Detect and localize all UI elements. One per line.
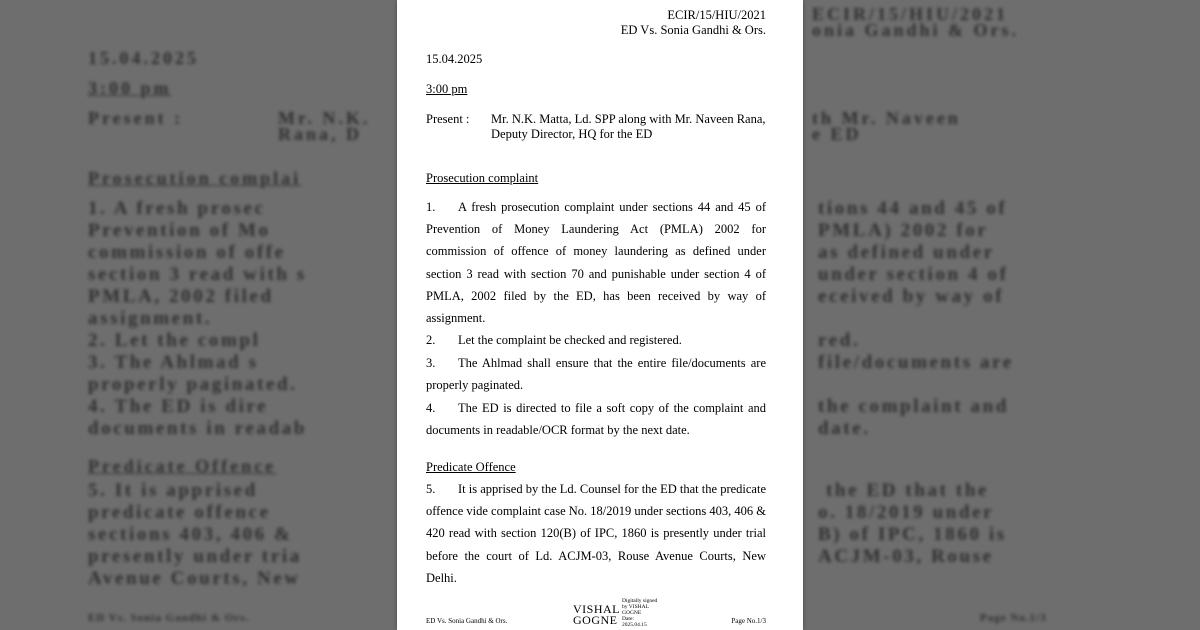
bg-left-line: 3. The Ahlmad s bbox=[88, 352, 259, 373]
bg-heading: Prosecution complai bbox=[88, 168, 302, 188]
digital-signature bbox=[573, 604, 620, 626]
bg-left-line-2: sections 403, 406 & bbox=[88, 524, 293, 545]
bg-right-line: eceived by way of bbox=[818, 286, 1005, 307]
predicate-heading: Predicate Offence bbox=[426, 460, 516, 474]
bg-right-line: tions 44 and 45 of bbox=[818, 198, 1008, 219]
prosecution-heading: Prosecution complaint bbox=[426, 171, 539, 185]
bg-right-line: red. bbox=[818, 330, 861, 351]
bg-left-line: properly paginated. bbox=[88, 374, 298, 395]
paragraph-number: 1. bbox=[426, 200, 436, 214]
case-number: ECIR/15/HIU/2021 bbox=[667, 8, 766, 22]
bg-right-line-2: the ED that the bbox=[826, 480, 990, 501]
paragraph bbox=[426, 397, 766, 441]
signature-metadata bbox=[622, 598, 682, 628]
paragraph bbox=[426, 329, 766, 351]
signature-name-line: VISHAL bbox=[573, 602, 620, 616]
bg-left-line: PMLA, 2002 filed bbox=[88, 286, 274, 307]
paragraph-number: 5. bbox=[426, 482, 436, 496]
paragraph-text: It is apprised by the Ld. Counsel for the ED that the predicate offence vide complaint case No. 18/2019 under sections 403, 406 & 420 read with section 120(B) of IPC, 1860 is presently under trial before the court of Ld. ACJM-03, Rouse Avenue Courts, New Delhi. bbox=[426, 482, 766, 585]
bg-case-no: ECIR/15/HIU/2021 bbox=[812, 4, 1009, 24]
bg-left-line: Prevention of Mo bbox=[88, 220, 271, 241]
bg-left-line-2: predicate offence bbox=[88, 502, 271, 523]
bg-left-line-2: 5. It is apprised bbox=[88, 480, 258, 501]
bg-right-line: date. bbox=[818, 418, 871, 439]
paragraph bbox=[426, 478, 766, 589]
bg-left-line: 1. A fresh prosec bbox=[88, 198, 266, 219]
paragraph-text: The ED is directed to file a soft copy of the complaint and documents in readable/OCR format by the next date. bbox=[426, 401, 766, 438]
bg-present-label: Present : bbox=[88, 108, 184, 128]
bg-left-line: 2. Let the compl bbox=[88, 330, 261, 351]
bg-right-line: file/documents are bbox=[818, 352, 1014, 373]
bg-left-line-2: presently under tria bbox=[88, 546, 302, 567]
order-time: 3:00 pm bbox=[426, 82, 468, 96]
bg-predicate-heading: Predicate Offence bbox=[88, 456, 277, 476]
bg-date: 15.04.2025 bbox=[88, 48, 199, 68]
bg-case-title: onia Gandhi & Ors. bbox=[812, 20, 1020, 40]
bg-footer-right: Page No.1/3 bbox=[980, 612, 1047, 624]
bg-right-line-2: B) of IPC, 1860 is bbox=[818, 524, 1007, 545]
order-date: 15.04.2025 bbox=[426, 52, 483, 66]
bg-present-fragment-3: th Mr. Naveen bbox=[812, 108, 961, 128]
signature-meta-line: 2025.04.15 bbox=[622, 622, 647, 628]
signature-meta-line: GOGNE bbox=[622, 610, 642, 616]
bg-time: 3:00 pm bbox=[88, 78, 172, 98]
paragraph-number: 4. bbox=[426, 401, 436, 415]
bg-right-line: the complaint and bbox=[818, 396, 1009, 417]
paragraph bbox=[426, 196, 766, 329]
bg-left-line: section 3 read with s bbox=[88, 264, 307, 285]
bg-present-fragment-4: e ED bbox=[812, 124, 862, 144]
signature-meta-line: by VISHAL bbox=[622, 604, 649, 610]
document-page bbox=[397, 0, 803, 630]
signature-meta-line: Date: bbox=[622, 616, 634, 622]
bg-present-fragment-2: Rana, D bbox=[278, 124, 363, 144]
case-title: ED Vs. Sonia Gandhi & Ors. bbox=[620, 23, 766, 37]
bg-left-line: commission of offe bbox=[88, 242, 286, 263]
footer-case-title: ED Vs. Sonia Gandhi & Ors. bbox=[426, 617, 508, 625]
bg-right-line: under section 4 of bbox=[818, 264, 1009, 285]
page-number: Page No.1/3 bbox=[731, 617, 766, 625]
signature-meta-line: Digitally signed bbox=[622, 598, 658, 604]
bg-right-line-2: ACJM-03, Rouse bbox=[818, 546, 994, 567]
paragraph-number: 3. bbox=[426, 356, 436, 370]
bg-left-line: 4. The ED is dire bbox=[88, 396, 269, 417]
paragraph-text: Let the complaint be checked and registered. bbox=[458, 333, 682, 347]
present-text: Mr. N.K. Matta, Ld. SPP along with Mr. Naveen Rana, Deputy Director, HQ for the ED bbox=[491, 112, 766, 141]
bg-left-line: documents in readab bbox=[88, 418, 308, 439]
bg-left-line-2: Avenue Courts, New bbox=[88, 568, 301, 589]
bg-left-line: assignment. bbox=[88, 308, 213, 329]
present-label: Present : bbox=[426, 112, 470, 126]
signature-name-line: GOGNE bbox=[573, 613, 618, 627]
paragraph-text: A fresh prosecution complaint under sections 44 and 45 of Prevention of Money Laundering Act (PMLA) 2002 for commission of offence of money laundering as defined under section 3 read with section 70 and punishable under section 4 of PMLA, 2002 filed by the ED, has been received by way of assignment. bbox=[426, 200, 766, 326]
paragraph-text: The Ahlmad shall ensure that the entire file/documents are properly paginated. bbox=[426, 356, 766, 393]
bg-right-line-2: o. 18/2019 under bbox=[818, 502, 995, 523]
bg-footer-left: ED Vs. Sonia Gandhi & Ors. bbox=[88, 612, 250, 624]
bg-present-fragment-1: Mr. N.K. bbox=[278, 108, 371, 128]
paragraph bbox=[426, 352, 766, 396]
bg-right-line: as defined under bbox=[818, 242, 995, 263]
case-header bbox=[621, 8, 766, 38]
bg-right-line: PMLA) 2002 for bbox=[818, 220, 989, 241]
paragraph-number: 2. bbox=[426, 333, 436, 347]
